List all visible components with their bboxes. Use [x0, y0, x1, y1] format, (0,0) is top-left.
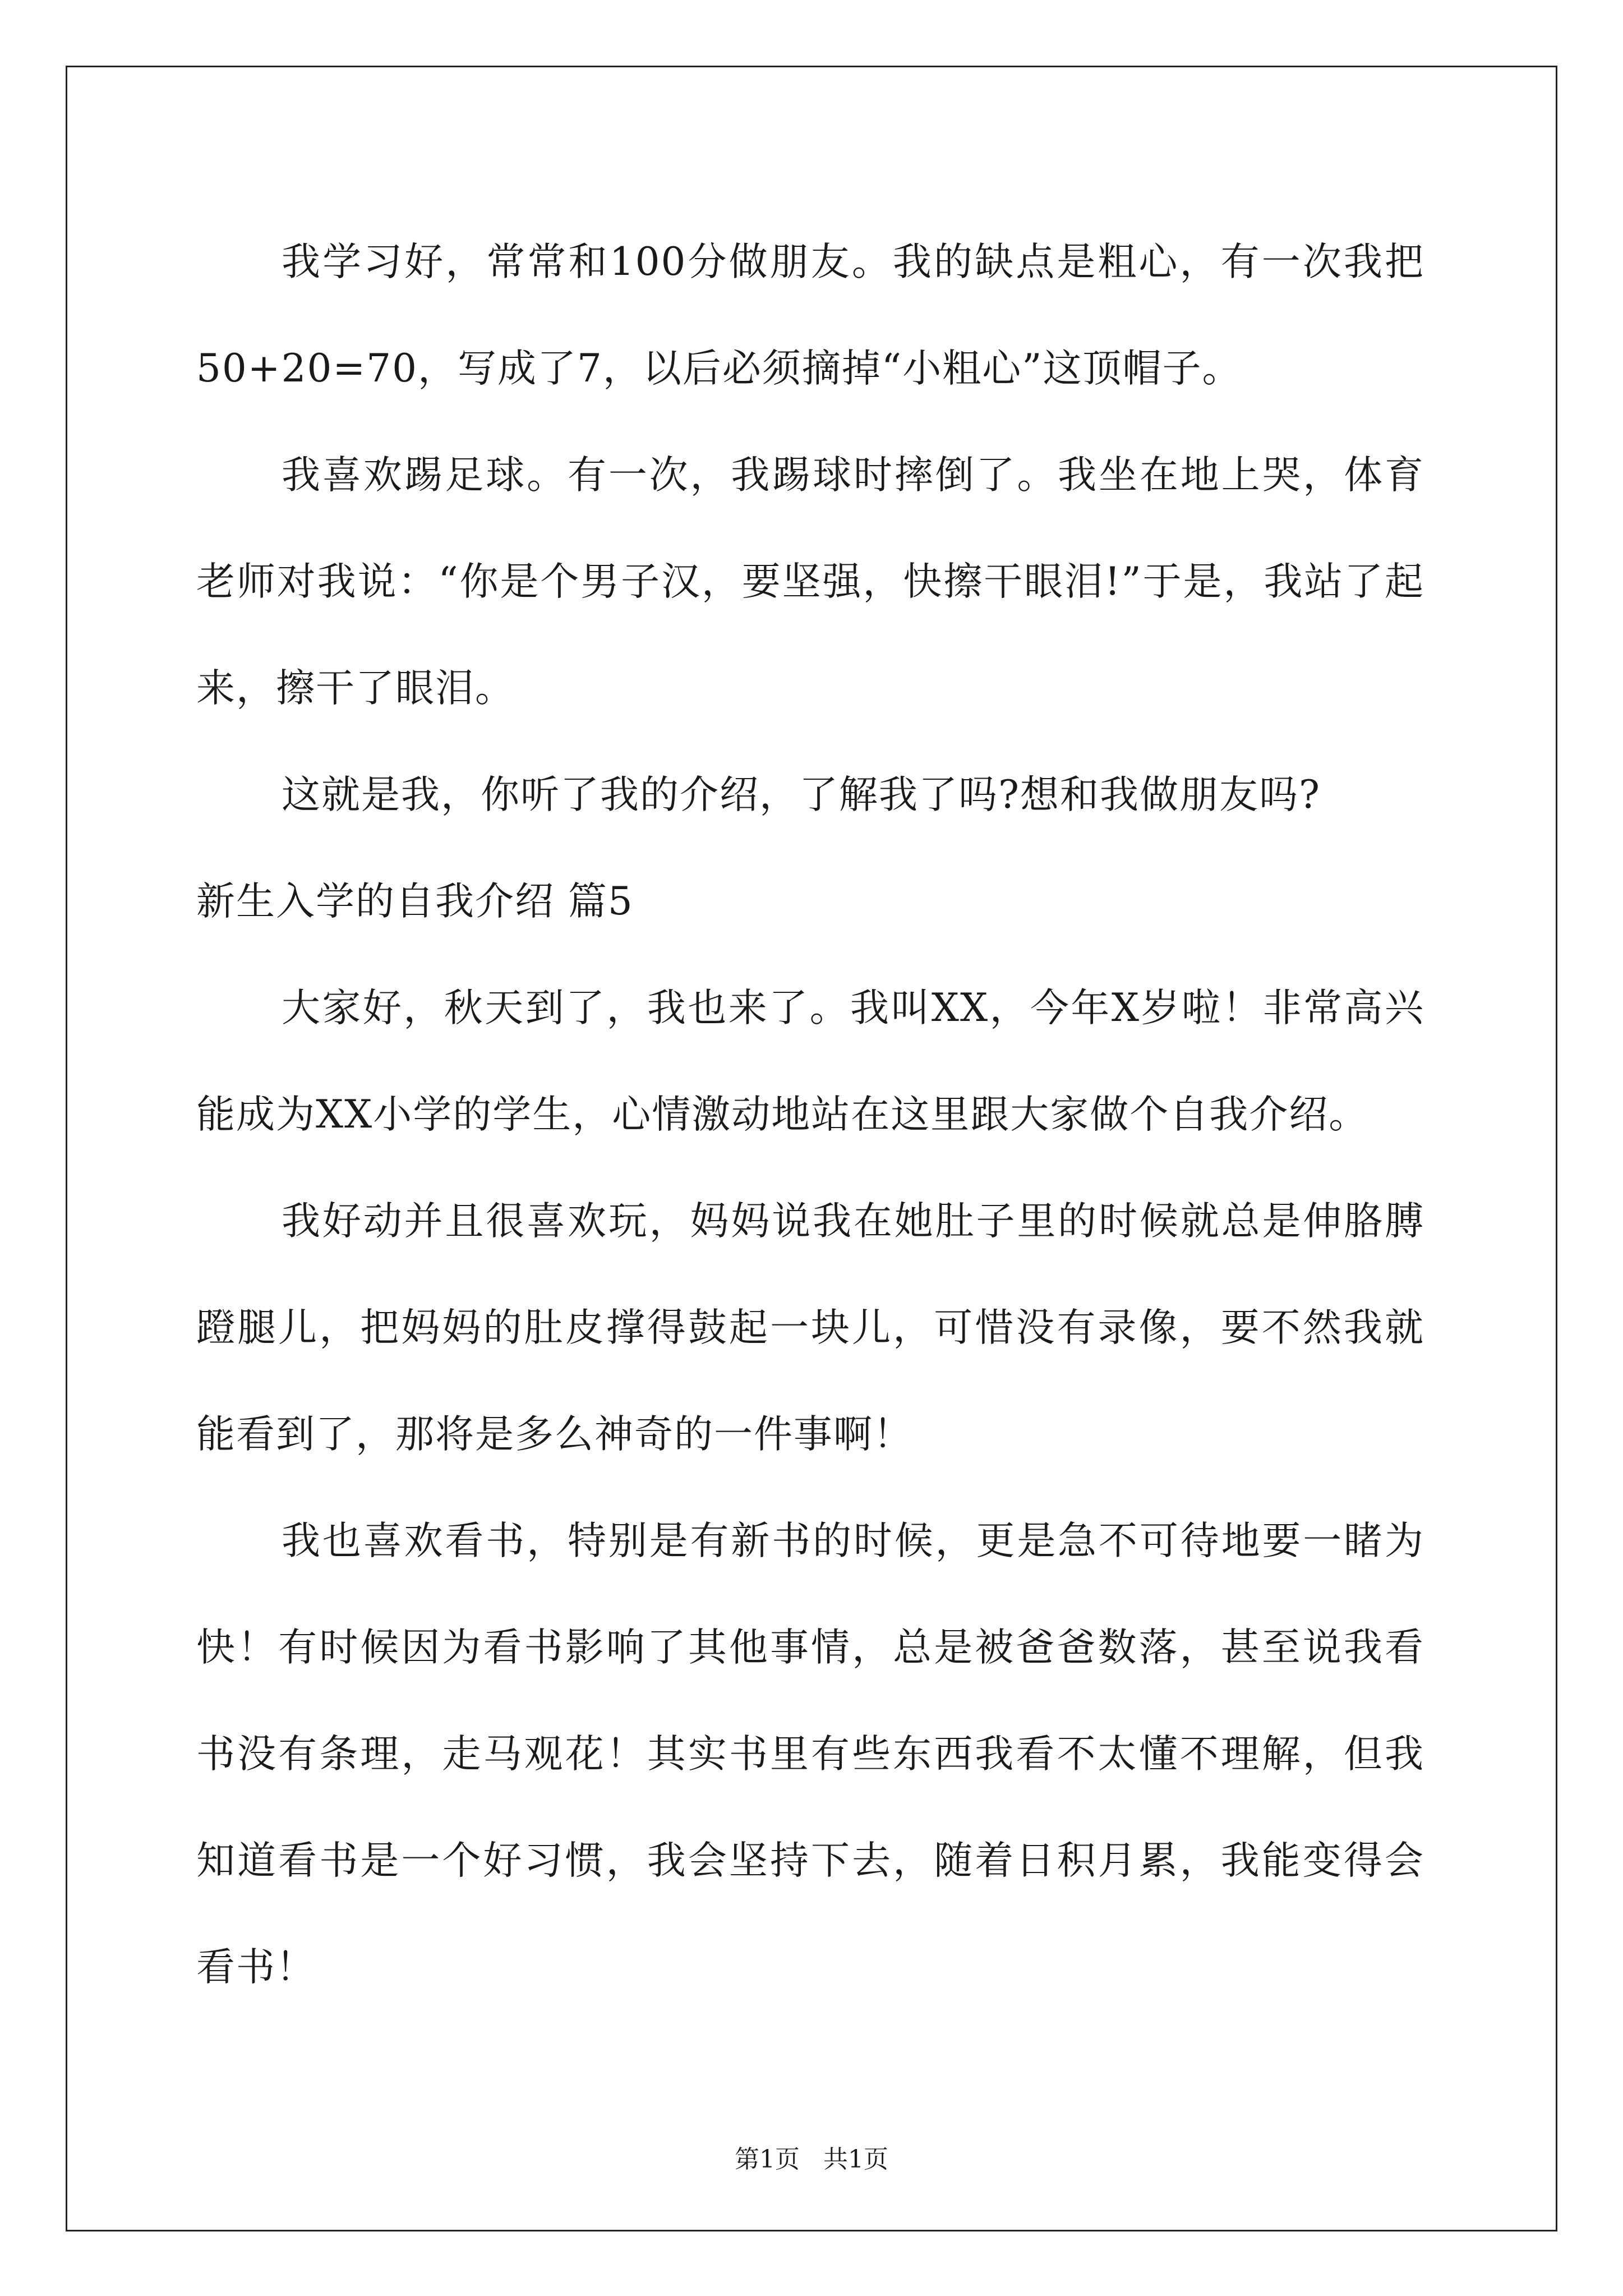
- page-total: 共1页: [823, 2145, 888, 2174]
- paragraph-active: 我好动并且很喜欢玩，妈妈说我在她肚子里的时候就总是伸胳膊蹬腿儿，把妈妈的肚皮撑得鼓起一块儿，可惜没有录像，要不然我就能看到了，那将是多么神奇的一件事啊！: [196, 1199, 1424, 1457]
- document-body: [196, 209, 1424, 2021]
- paragraph-football: 我喜欢踢足球。有一次，我踢球时摔倒了。我坐在地上哭，体育老师对我说：“你是个男子汉，要坚强，快擦干眼泪!”于是，我站了起来，擦干了眼泪。: [196, 453, 1424, 711]
- paragraph-greeting: 大家好，秋天到了，我也来了。我叫XX，今年X岁啦！非常高兴能成为XX小学的学生，心情激动地站在这里跟大家做个自我介绍。: [196, 986, 1424, 1137]
- paragraph-reading: 我也喜欢看书，特别是有新书的时候，更是急不可待地要一睹为快！有时候因为看书影响了其他事情，总是被爸爸数落，甚至说我看书没有条理，走马观花！其实书里有些东西我看不太懂不理解，但我知道看书是一个好习惯，我会坚持下去，随着日积月累，我能变得会看书！: [196, 1519, 1424, 1990]
- paragraph-closing: 这就是我，你听了我的介绍，了解我了吗?想和我做朋友吗?: [282, 772, 1321, 817]
- page-footer: [0, 2143, 1623, 2177]
- paragraph-grades: 我学习好，常常和100分做朋友。我的缺点是粗心，有一次我把50+20=70，写成了7，以后必须摘掉“小粗心”这顶帽子。: [196, 240, 1424, 391]
- page-number: 第1页: [735, 2145, 800, 2174]
- section-heading: 新生入学的自我介绍 篇5: [196, 879, 634, 924]
